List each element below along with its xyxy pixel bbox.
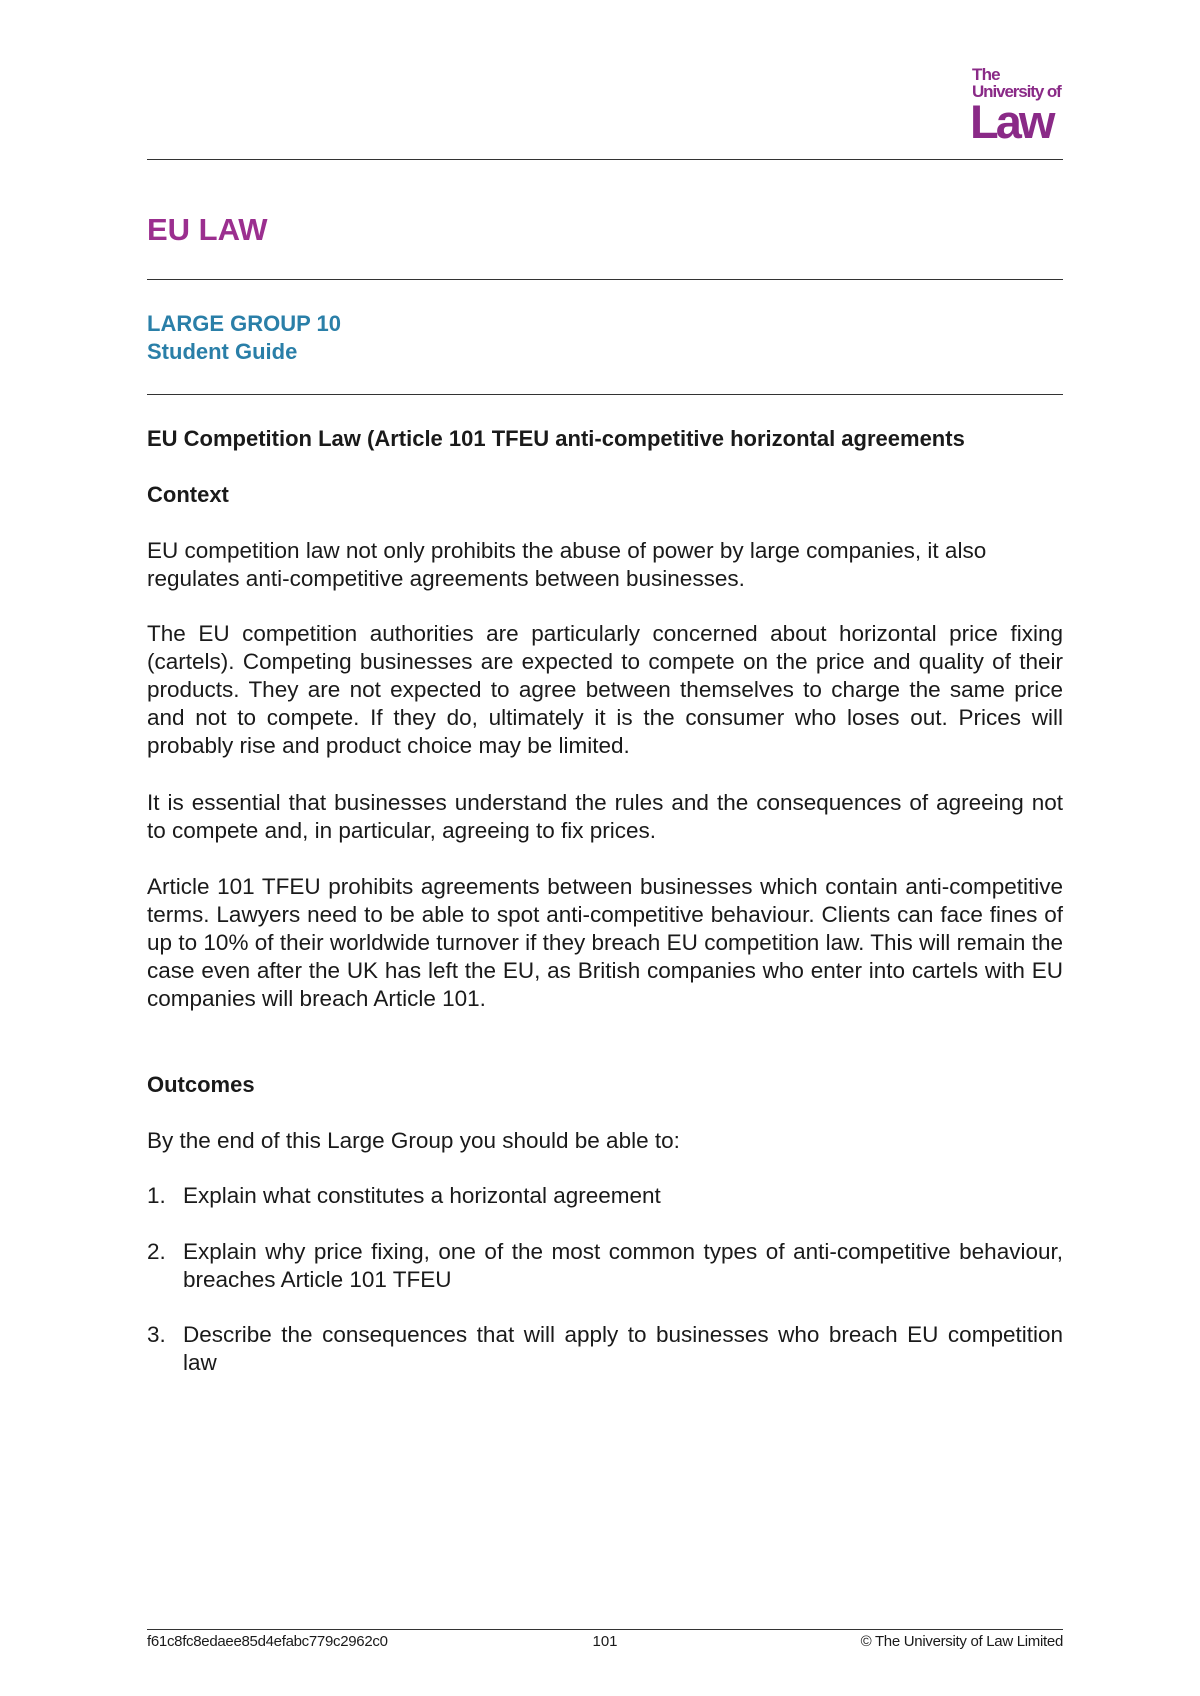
outcome-text: Explain what constitutes a horizontal agreement <box>183 1183 661 1208</box>
context-paragraph-2: The EU competition authorities are particularly concerned about horizontal price fixing (cartels). Competing businesses are expected to compete on the price and quality of their products. They are not expected to agree between themselves to charge the same price and not to compete. If they do, ultimately it is the consumer who loses out. Prices will probably rise and product choice may be limited. <box>147 621 1063 758</box>
university-of-law-logo <box>971 66 1063 146</box>
footer-page-number: 101 <box>592 1633 618 1650</box>
header-divider <box>147 159 1063 160</box>
subtitle-divider <box>147 394 1063 395</box>
document-title: EU LAW <box>147 212 268 247</box>
context-paragraph-4: Article 101 TFEU prohibits agreements between businesses which contain anti-competitive terms. Lawyers need to be able to spot anti-competitive behaviour. Clients can face fines of up to 10% of their worldwide turnover if they breach EU competition law. This will remain the case even after the UK has left the EU, as British companies who enter into cartels with EU companies will breach Article 101. <box>147 874 1063 1011</box>
logo-line-the: The <box>972 65 1000 84</box>
context-heading: Context <box>147 482 229 507</box>
context-paragraph-1: EU competition law not only prohibits the abuse of power by large companies, it also regulates anti-competitive agreements between businesses. <box>147 538 987 591</box>
outcome-text: Describe the consequences that will apply to businesses who breach EU competition law <box>183 1322 1063 1375</box>
logo-line-law: Law <box>970 95 1053 148</box>
footer-divider <box>147 1629 1063 1630</box>
context-paragraph-3: It is essential that businesses understand the rules and the consequences of agreeing not to compete and, in particular, agreeing to fix prices. <box>147 790 1063 843</box>
topic-heading: EU Competition Law (Article 101 TFEU anti-competitive horizontal agreements <box>147 426 965 451</box>
outcome-number: 3. <box>147 1322 166 1347</box>
outcome-number: 2. <box>147 1239 166 1264</box>
outcome-number: 1. <box>147 1183 166 1208</box>
outcomes-intro: By the end of this Large Group you should be able to: <box>147 1128 680 1153</box>
footer-document-id: f61c8fc8edaee85d4efabc779c2962c0 <box>147 1633 388 1650</box>
document-page <box>147 0 1063 1696</box>
group-title: LARGE GROUP 10 <box>147 311 341 336</box>
outcomes-heading: Outcomes <box>147 1072 255 1097</box>
guide-subtitle: Student Guide <box>147 339 298 364</box>
logo-line-university: University of <box>972 82 1061 101</box>
page-footer <box>147 1632 1063 1652</box>
footer-copyright: © The University of Law Limited <box>860 1633 1063 1650</box>
outcome-text: Explain why price fixing, one of the most common types of anti-competitive behaviour, breaches Article 101 TFEU <box>183 1239 1063 1292</box>
title-divider <box>147 279 1063 280</box>
